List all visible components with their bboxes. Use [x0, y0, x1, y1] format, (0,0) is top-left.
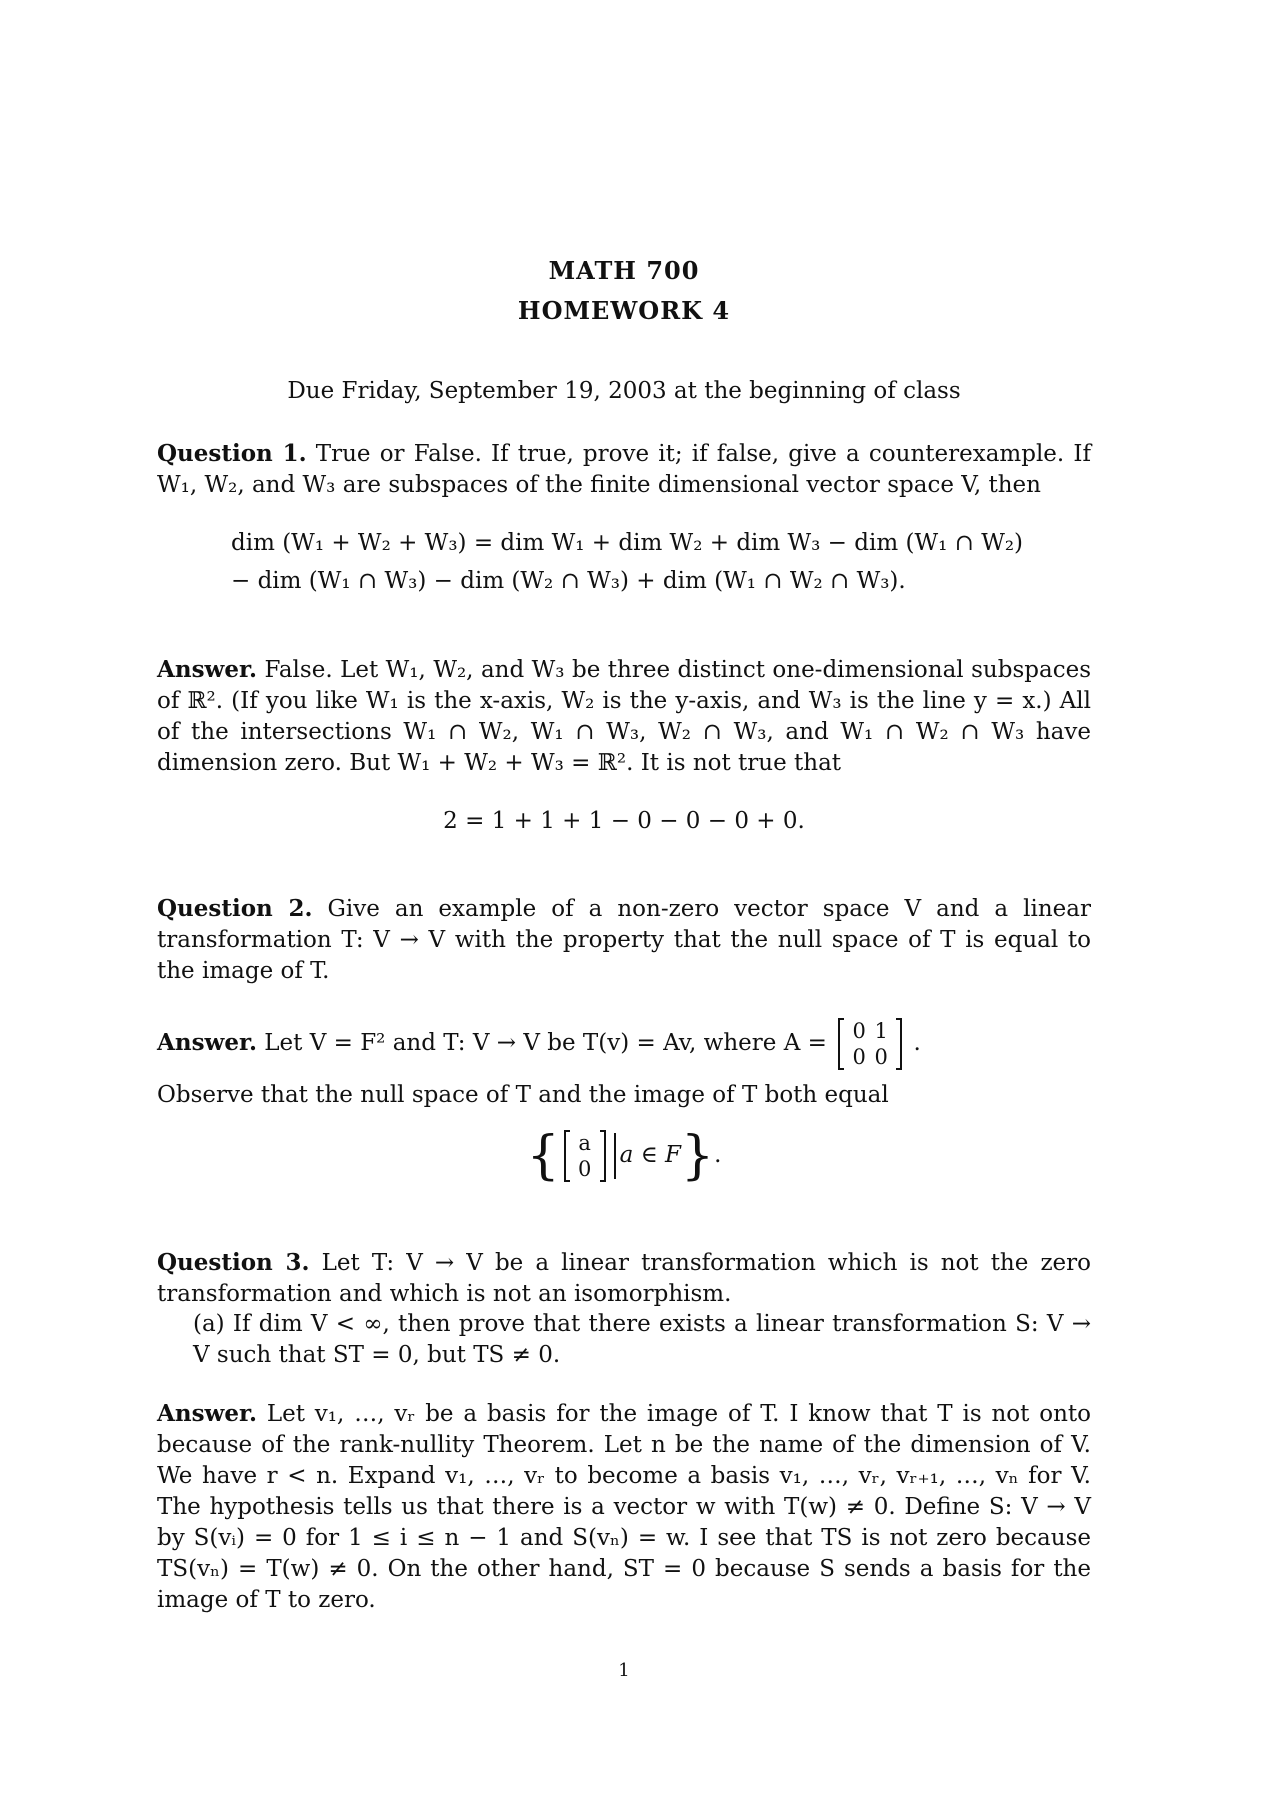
question-2 — [157, 893, 1091, 987]
answer-2-period: . — [913, 1030, 921, 1056]
set-end: . — [714, 1142, 722, 1168]
question-1-label: Question 1. — [157, 440, 307, 467]
answer-1-label: Answer. — [157, 656, 257, 683]
answer-3-text: Let v₁, …, vᵣ be a basis for the image of T. I know that T is not onto because of the rank-nullity Theorem. Let n be the name of the dimension of V. We have r < n. Expand v₁, …, vᵣ to become a basis v₁, …, vᵣ, vᵣ₊₁, …, vₙ for V. The hypothesis tells us that there is a vector w with T(w) ≠ 0. Define S: V → V by S(vᵢ) = 0 for 1 ≤ i ≤ n − 1 and S(vₙ) = w. I see that TS is not zero because TS(vₙ) = T(w) ≠ 0. On the other hand, ST = 0 because S sends a basis for the image of T to zero. — [157, 1401, 1091, 1613]
page-number: 1 — [618, 1660, 630, 1681]
question-1-equation-line-2: − dim (W₁ ∩ W₃) − dim (W₂ ∩ W₃) + dim (W₁ ∩ W₂ ∩ W₃). — [231, 568, 906, 594]
answer-2 — [157, 1013, 1091, 1073]
question-3-label: Question 3. — [157, 1249, 310, 1276]
matrix-cell: 1 — [874, 1019, 888, 1043]
answer-2-label: Answer. — [157, 1029, 257, 1056]
due-date-line: Due Friday, September 19, 2003 at the beginning of class — [287, 378, 961, 404]
question-3-part-a: (a) If dim V < ∞, then prove that there exists a linear transformation S: V → V such that ST = 0, but TS ≠ 0. — [193, 1311, 1091, 1368]
vector-cell: 0 — [577, 1157, 592, 1181]
question-1-text: True or False. If true, prove it; if false, give a counterexample. If W₁, W₂, and W₃ are subspaces of the finite dimensional vector space V, then — [157, 441, 1091, 498]
answer-2-text: Let V = F² and T: V → V be T(v) = Av, where A = — [264, 1030, 827, 1056]
right-brace: } — [681, 1126, 715, 1186]
answer-1-text: False. Let W₁, W₂, and W₃ be three distinct one-dimensional subspaces of ℝ². (If you like W₁ is the x-axis, W₂ is the y-axis, and W₃ is the line y = x.) All of the intersections W₁ ∩ W₂, W₁ ∩ W₃, W₂ ∩ W₃, and W₁ ∩ W₂ ∩ W₃ have dimension zero. But W₁ + W₂ + W₃ = ℝ². It is not true that — [157, 657, 1091, 776]
question-3 — [157, 1247, 1091, 1310]
matrix-A — [838, 1018, 902, 1070]
answer-2-set — [157, 1126, 1091, 1186]
set-vector — [564, 1130, 606, 1182]
question-3-text: Let T: V → V be a linear transformation which is not the zero transformation and which is not an isomorphism. — [157, 1250, 1092, 1307]
set-divider — [614, 1133, 616, 1179]
set-condition: a ∈ F — [619, 1142, 681, 1168]
matrix-cell: 0 — [852, 1045, 866, 1069]
assignment-title: HOMEWORK 4 — [517, 296, 731, 325]
answer-1-equation: 2 = 1 + 1 + 1 − 0 − 0 − 0 + 0. — [443, 808, 805, 834]
matrix-cell: 0 — [852, 1019, 866, 1043]
question-1 — [157, 438, 1091, 501]
matrix-cell: 0 — [874, 1045, 888, 1069]
question-2-text: Give an example of a non-zero vector space V and a linear transformation T: V → V with the property that the null space of T is equal to the image of T. — [157, 896, 1091, 984]
answer-3 — [157, 1398, 1091, 1616]
answer-1 — [157, 654, 1091, 779]
left-brace: { — [526, 1126, 560, 1186]
course-title: MATH 700 — [548, 256, 700, 285]
answer-3-label: Answer. — [157, 1400, 257, 1427]
vector-cell: a — [578, 1131, 591, 1155]
answer-2-text-2: Observe that the null space of T and the image of T both equal — [157, 1082, 889, 1108]
question-1-equation-line-1: dim (W₁ + W₂ + W₃) = dim W₁ + dim W₂ + dim W₃ − dim (W₁ ∩ W₂) — [231, 530, 1024, 556]
question-2-label: Question 2. — [157, 895, 313, 922]
